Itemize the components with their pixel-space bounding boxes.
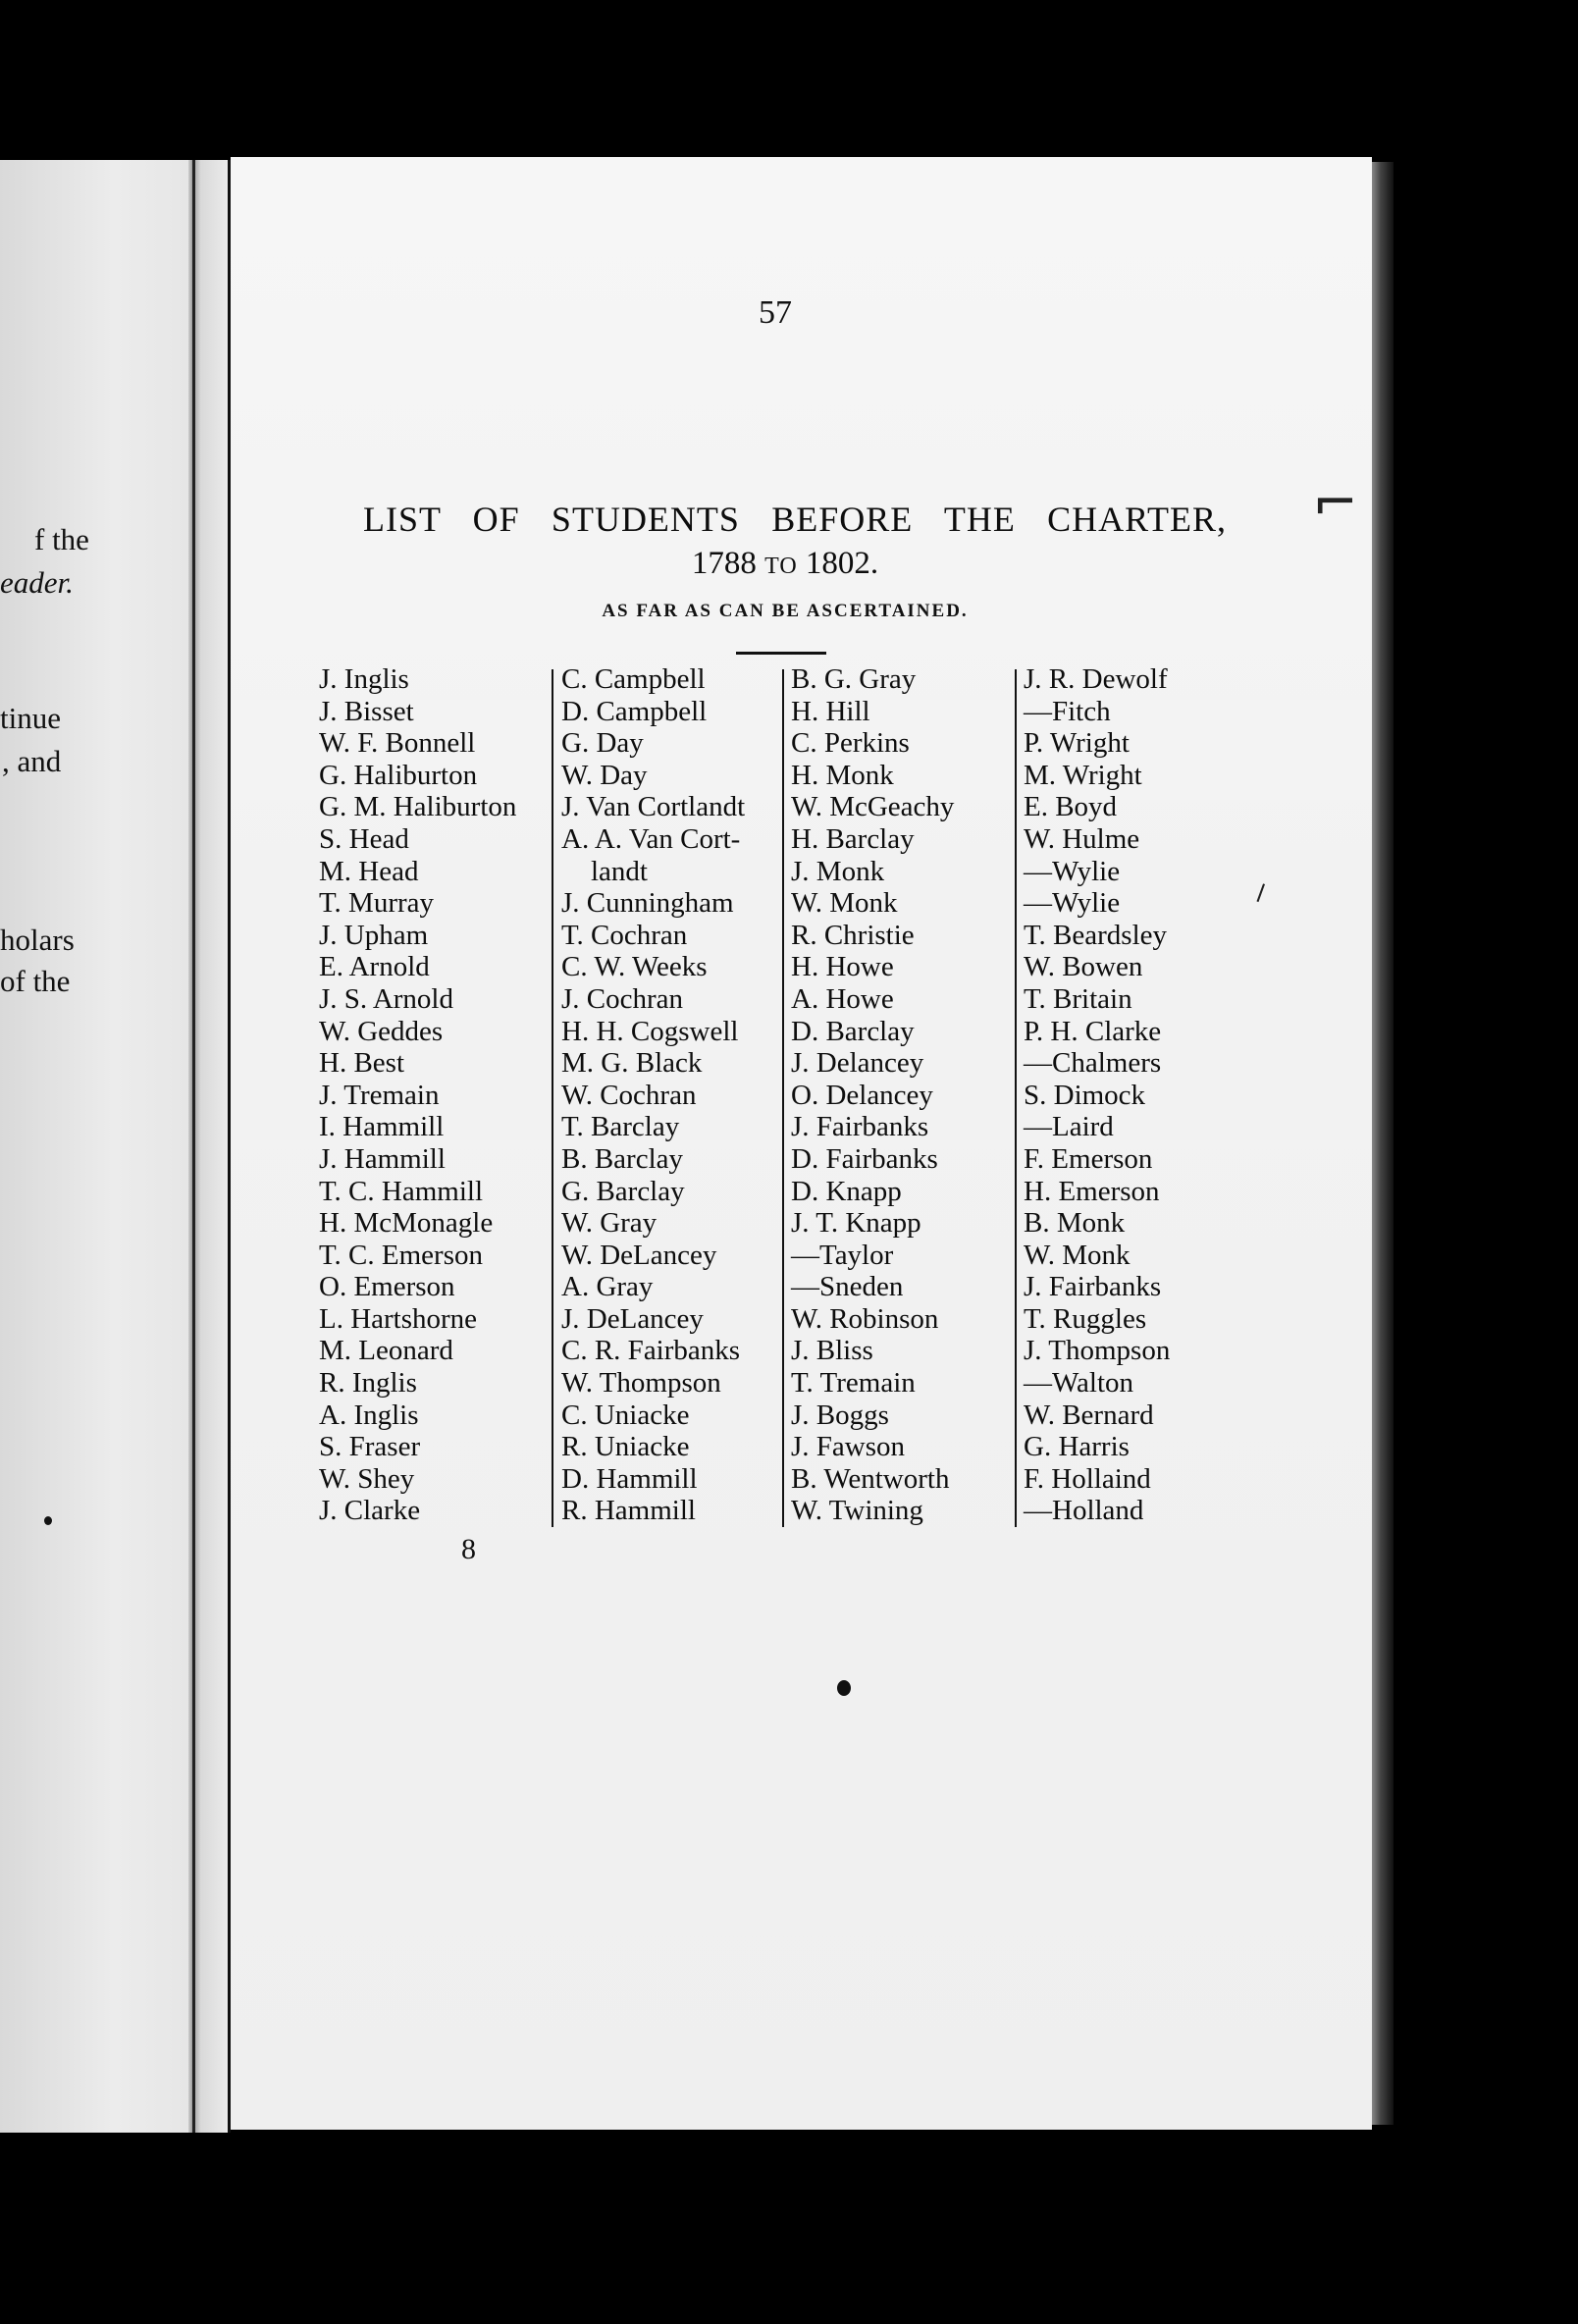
left-page-fragment: , and <box>2 744 62 778</box>
student-name: J. S. Arnold <box>319 982 453 1015</box>
student-name: P. Wright <box>1024 727 1130 760</box>
student-name: W. Robinson <box>791 1302 939 1335</box>
student-name: J. T. Knapp <box>791 1207 921 1240</box>
student-name: L. Hartshorne <box>319 1302 478 1335</box>
student-name: C. R. Fairbanks <box>561 1335 741 1367</box>
student-name: W. Bernard <box>1024 1399 1154 1431</box>
student-name: W. Shey <box>319 1462 415 1495</box>
signature-mark: 8 <box>461 1533 476 1565</box>
student-name: H. Monk <box>791 759 894 791</box>
student-name: J. Fairbanks <box>1024 1271 1162 1303</box>
student-name: H. McMonagle <box>319 1207 494 1240</box>
student-name: D. Hammill <box>561 1462 698 1495</box>
student-name: W. Cochran <box>561 1079 697 1111</box>
student-name: J. Monk <box>791 855 885 887</box>
student-name: H. Barclay <box>791 822 915 855</box>
column-divider <box>552 669 553 1527</box>
student-name: J. Bisset <box>319 695 414 727</box>
student-name: —Wylie <box>1024 887 1121 920</box>
margin-bracket-mark: ⌐ <box>1312 471 1358 535</box>
left-page-fragment: of the <box>0 964 71 998</box>
student-name: B. G. Gray <box>791 663 917 695</box>
left-page-fragment: eader. <box>0 565 74 600</box>
student-name: T. Britain <box>1024 982 1132 1015</box>
left-page-fragment: f the <box>34 522 89 556</box>
list-title: LIST OF STUDENTS BEFORE THE CHARTER, <box>363 500 1227 539</box>
student-name: J. Boggs <box>791 1399 889 1431</box>
student-name: W. McGeachy <box>791 791 955 823</box>
student-name: J. Cochran <box>561 982 684 1015</box>
column-divider <box>1015 669 1017 1527</box>
student-name: J. Cunningham <box>561 887 734 920</box>
student-name: M. Wright <box>1024 759 1142 791</box>
student-name: E. Boyd <box>1024 791 1118 823</box>
student-name: W. Thompson <box>561 1367 721 1400</box>
gutter-shadow-line <box>192 160 195 2133</box>
student-name: C. Uniacke <box>561 1399 690 1431</box>
student-name: H. Hill <box>791 695 870 727</box>
student-name: O. Emerson <box>319 1271 455 1303</box>
student-name: W. Hulme <box>1024 822 1140 855</box>
student-name: O. Delancey <box>791 1079 933 1111</box>
student-name: —Laird <box>1024 1111 1114 1143</box>
student-name: H. Emerson <box>1024 1175 1160 1207</box>
left-page-edge <box>0 160 188 2133</box>
student-name: A. Gray <box>561 1271 654 1303</box>
student-name: J. Fairbanks <box>791 1111 929 1143</box>
student-name: C. Campbell <box>561 663 706 695</box>
student-name: J. Delancey <box>791 1047 924 1080</box>
student-name: D. Knapp <box>791 1175 902 1207</box>
student-name: W. Day <box>561 759 648 791</box>
student-name: —Sneden <box>791 1271 904 1303</box>
student-name: C. W. Weeks <box>561 951 708 983</box>
student-name: —Walton <box>1024 1367 1134 1400</box>
student-name: R. Hammill <box>561 1495 696 1527</box>
date-range-connector: TO <box>764 554 798 579</box>
student-name: E. Arnold <box>319 951 430 983</box>
student-name: W. Geddes <box>319 1015 444 1047</box>
student-name: J. Hammill <box>319 1142 446 1175</box>
student-name: M. Head <box>319 855 419 887</box>
student-name: T. Tremain <box>791 1367 916 1400</box>
student-name: W. F. Bonnell <box>319 727 476 760</box>
student-column-4 <box>1024 663 1170 1527</box>
student-name: G. M. Haliburton <box>319 791 517 823</box>
student-name: A. A. Van Cort- <box>561 822 741 855</box>
student-name: J. Upham <box>319 919 429 951</box>
student-name: J. Thompson <box>1024 1335 1171 1367</box>
student-name: T. C. Hammill <box>319 1175 484 1207</box>
ink-spot <box>44 1516 52 1525</box>
student-name: G. Barclay <box>561 1175 685 1207</box>
page-number: 57 <box>759 294 792 331</box>
student-name: D. Campbell <box>561 695 708 727</box>
column-divider <box>782 669 784 1527</box>
student-name: R. Uniacke <box>561 1431 690 1463</box>
student-name: G. Haliburton <box>319 759 478 791</box>
ink-spot <box>837 1680 851 1696</box>
student-name: M. Leonard <box>319 1335 453 1367</box>
student-name: S. Head <box>319 822 409 855</box>
student-name: W. Gray <box>561 1207 658 1240</box>
student-name: —Chalmers <box>1024 1047 1162 1080</box>
student-name: M. G. Black <box>561 1047 703 1080</box>
student-name: D. Fairbanks <box>791 1142 938 1175</box>
student-name: J. Fawson <box>791 1431 906 1463</box>
student-name: —Taylor <box>791 1239 894 1271</box>
student-name: H. Best <box>319 1047 404 1080</box>
student-name: W. DeLancey <box>561 1239 717 1271</box>
student-name: S. Dimock <box>1024 1079 1146 1111</box>
student-name: P. H. Clarke <box>1024 1015 1162 1047</box>
student-name: G. Harris <box>1024 1431 1130 1463</box>
student-name: W. Twining <box>791 1495 923 1527</box>
student-name: F. Emerson <box>1024 1142 1153 1175</box>
student-name: J. Inglis <box>319 663 409 695</box>
student-name: J. Tremain <box>319 1079 440 1111</box>
student-name: H. H. Cogswell <box>561 1015 739 1047</box>
student-column-3 <box>791 663 954 1527</box>
student-name: —Fitch <box>1024 695 1111 727</box>
left-page-fragment: tinue <box>0 701 61 735</box>
student-name: —Wylie <box>1024 855 1121 887</box>
student-column-2 <box>561 663 745 1527</box>
student-name: J. R. Dewolf <box>1024 663 1168 695</box>
student-name: T. Murray <box>319 887 435 920</box>
student-name: J. Bliss <box>791 1335 873 1367</box>
student-name: T. Beardsley <box>1024 919 1168 951</box>
student-name: F. Hollaind <box>1024 1462 1151 1495</box>
student-name: W. Bowen <box>1024 951 1143 983</box>
student-name: B. Monk <box>1024 1207 1126 1240</box>
date-range-start: 1788 <box>691 546 757 581</box>
student-name: T. Ruggles <box>1024 1302 1147 1335</box>
student-name: J. Clarke <box>319 1495 421 1527</box>
student-name: R. Inglis <box>319 1367 417 1400</box>
student-name: T. C. Emerson <box>319 1239 483 1271</box>
student-name: J. Van Cortlandt <box>561 791 746 823</box>
student-name: C. Perkins <box>791 727 910 760</box>
student-name: S. Fraser <box>319 1431 421 1463</box>
student-name: J. DeLancey <box>561 1302 704 1335</box>
student-name: A. Inglis <box>319 1399 419 1431</box>
ink-blot-mark: ⸝ <box>1238 860 1276 910</box>
date-range-end: 1802. <box>805 546 879 581</box>
student-name: I. Hammill <box>319 1111 445 1143</box>
student-name: W. Monk <box>791 887 898 920</box>
left-page-fragment: holars <box>0 923 75 957</box>
student-name: B. Barclay <box>561 1142 684 1175</box>
student-name-continuation: landt <box>591 855 648 887</box>
title-rule <box>736 652 826 655</box>
student-name: T. Cochran <box>561 919 688 951</box>
student-name: T. Barclay <box>561 1111 680 1143</box>
right-page-edge <box>1372 162 1394 2125</box>
student-name: H. Howe <box>791 951 894 983</box>
student-column-1 <box>319 663 516 1527</box>
student-name: D. Barclay <box>791 1015 915 1047</box>
student-name: B. Wentworth <box>791 1462 950 1495</box>
student-name: R. Christie <box>791 919 915 951</box>
student-name: W. Monk <box>1024 1239 1131 1271</box>
student-name: —Holland <box>1024 1495 1144 1527</box>
student-name: G. Day <box>561 727 644 760</box>
student-name: A. Howe <box>791 982 894 1015</box>
ascertained-note: AS FAR AS CAN BE ASCERTAINED. <box>602 601 969 621</box>
date-range <box>550 546 1021 582</box>
